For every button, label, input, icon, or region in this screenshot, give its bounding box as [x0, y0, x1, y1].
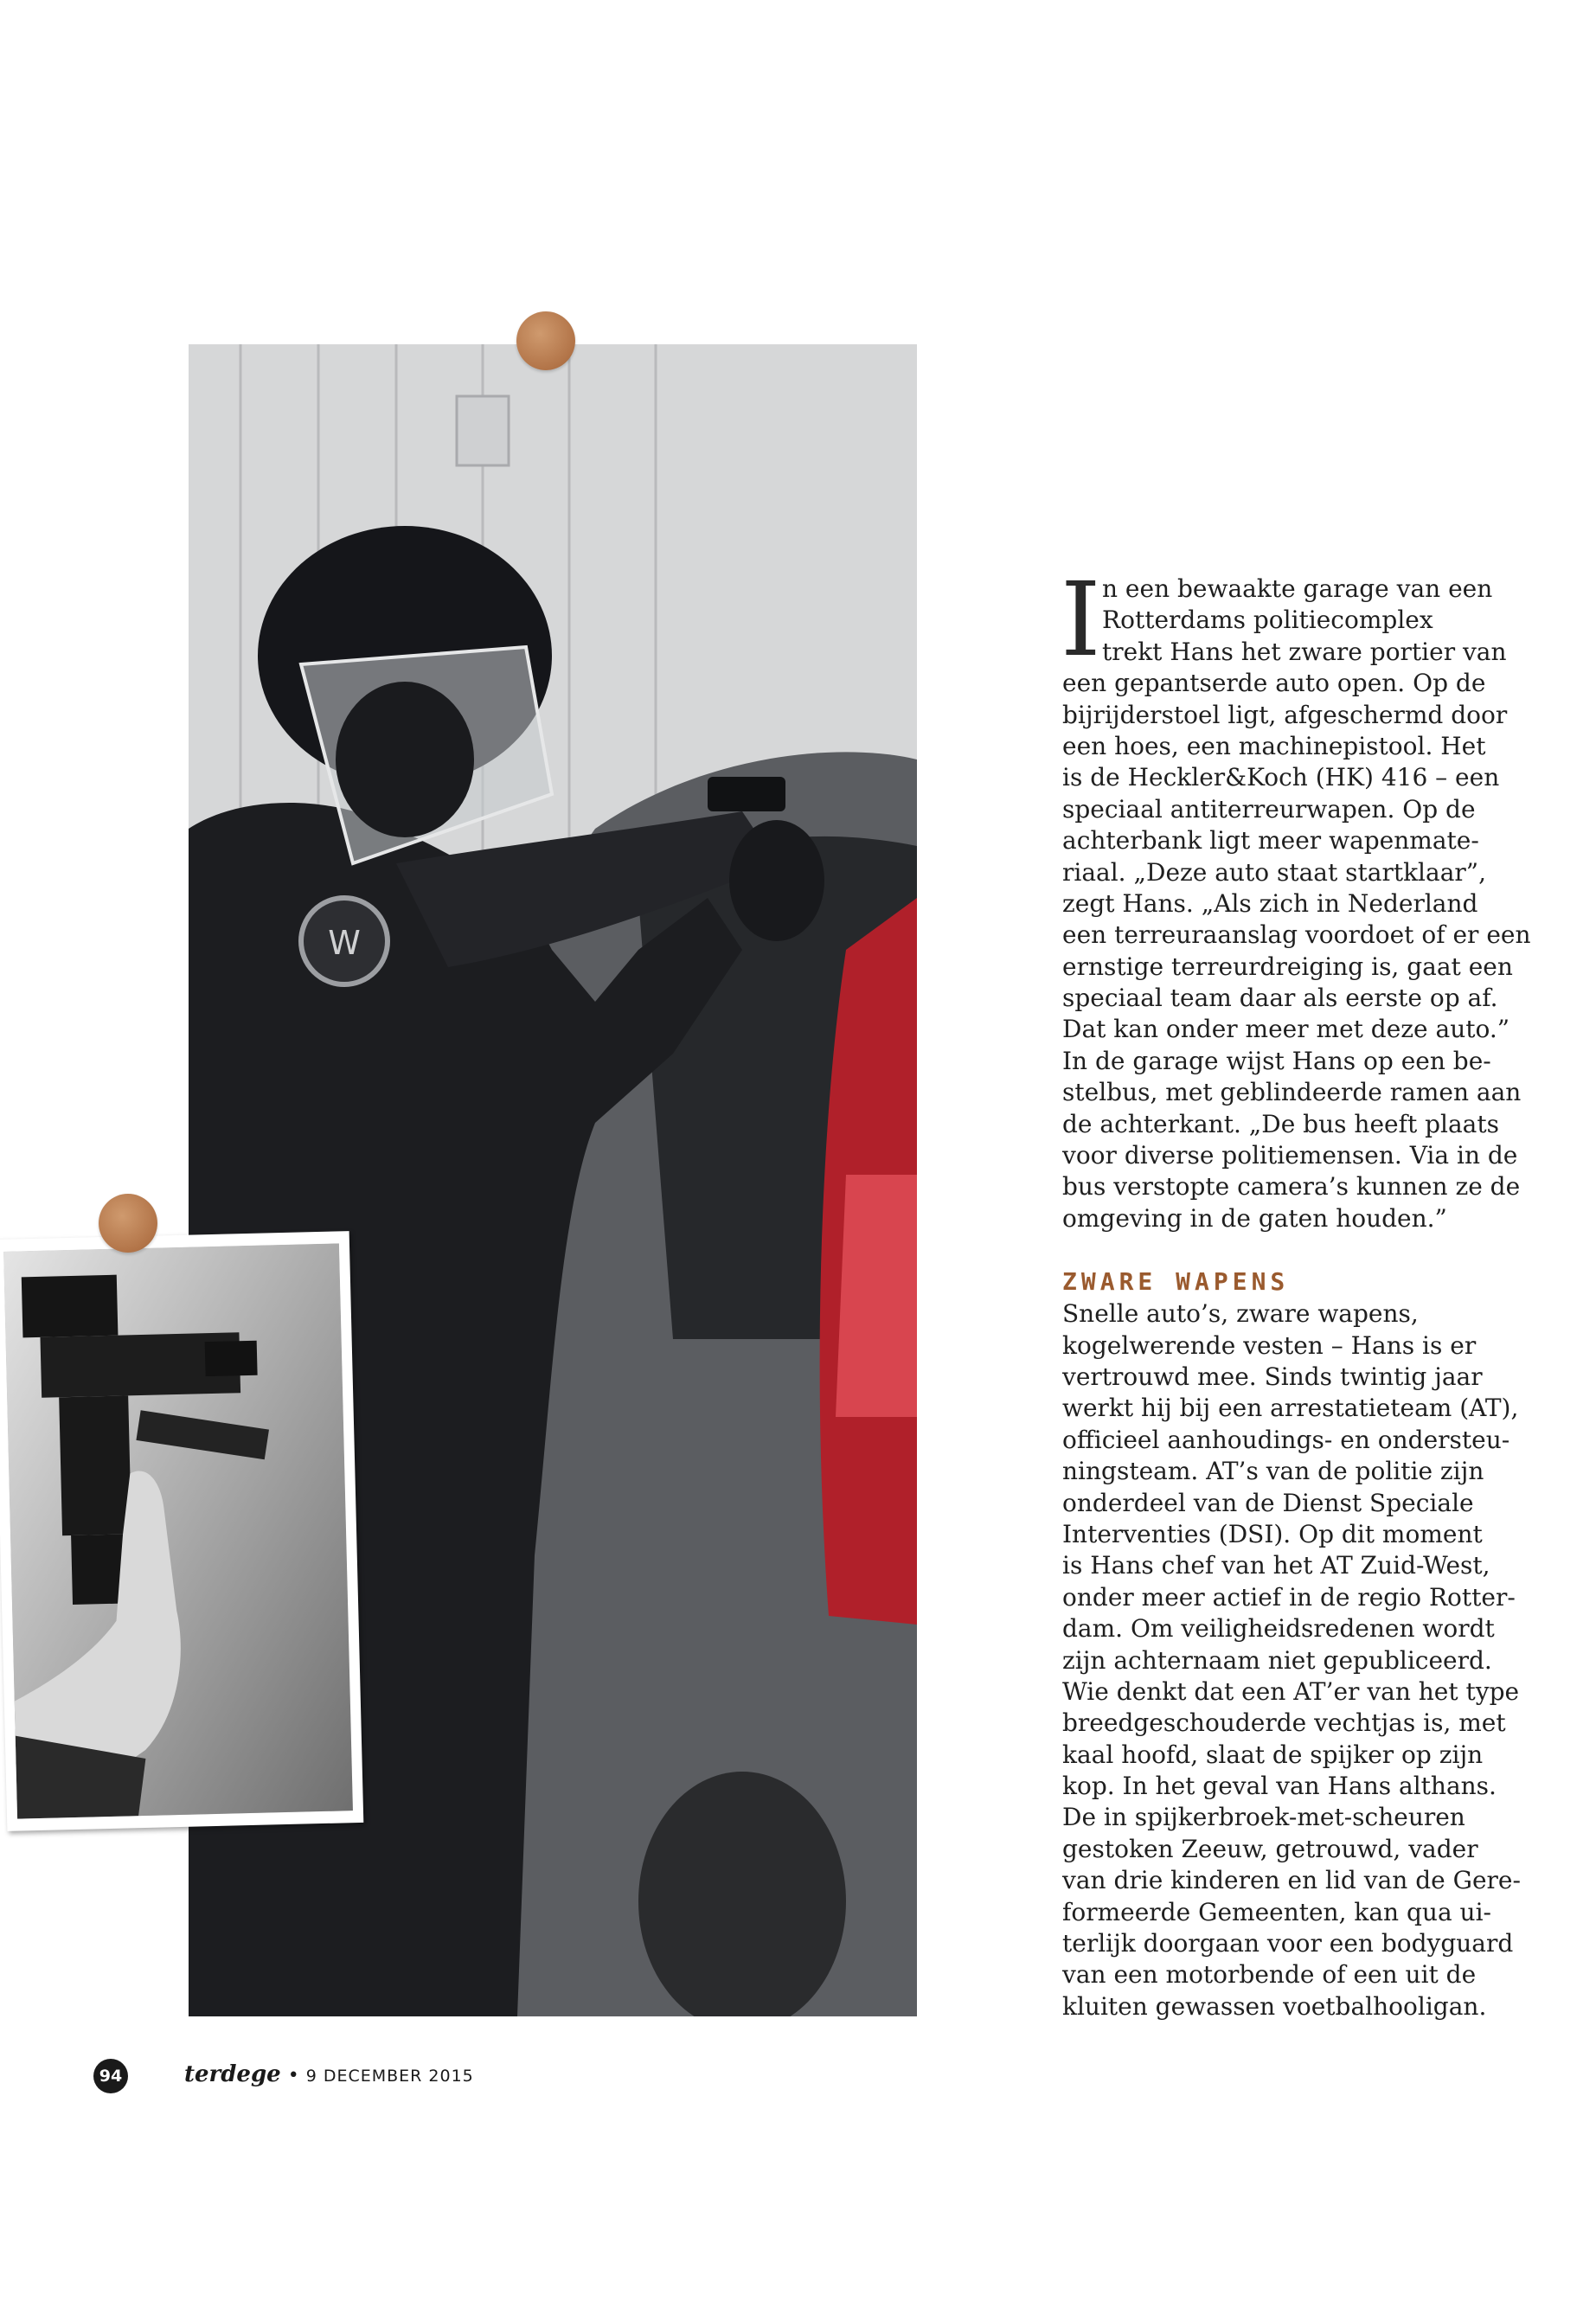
paragraph-line: kogelwerende vesten – Hans is er	[1062, 1330, 1477, 1360]
paragraph-line: voor diverse politiemensen. Via in de	[1062, 1141, 1518, 1170]
paragraph-line: achterbank ligt meer wapenmate-	[1062, 826, 1479, 856]
folio-separator: •	[287, 2065, 299, 2086]
article-paragraph-2	[1062, 1298, 1521, 2022]
paragraph-line: zegt Hans. „Als zich in Nederland	[1062, 888, 1478, 918]
page-number-badge: 94	[93, 2059, 128, 2093]
paragraph-line: omgeving in de gaten houden.”	[1062, 1203, 1447, 1233]
footer-folio	[184, 2061, 474, 2093]
paragraph-line: is Hans chef van het AT Zuid-West,	[1062, 1551, 1490, 1580]
paragraph-line: Interventies (DSI). Op dit moment	[1062, 1519, 1483, 1548]
paragraph-line: ningsteam. AT’s van de politie zijn	[1062, 1457, 1484, 1486]
paragraph-line: een terreuraanslag voordoet of er een	[1062, 920, 1531, 950]
paragraph-line: gestoken Zeeuw, getrouwd, vader	[1062, 1834, 1478, 1863]
svg-text:W: W	[328, 924, 361, 962]
paragraph-line: bus verstopte camera’s kunnen ze de	[1062, 1172, 1521, 1202]
paragraph-line: Wie denkt dat een AT’er van het type	[1062, 1676, 1520, 1706]
paragraph-line: werkt hij bij een arrestatieteam (AT),	[1062, 1394, 1519, 1423]
paragraph-line: een gepantserde auto open. Op de	[1062, 669, 1486, 698]
paragraph-line: is de Heckler&Koch (HK) 416 – een	[1062, 763, 1500, 792]
paragraph-line: formeerde Gemeenten, kan qua ui-	[1062, 1897, 1491, 1926]
paragraph-line: de achterkant. „De bus heeft plaats	[1062, 1109, 1499, 1138]
paragraph-line: kluiten gewassen voetbalhooligan.	[1062, 1991, 1487, 2021]
paragraph-line: vertrouwd mee. Sinds twintig jaar	[1062, 1362, 1483, 1391]
paragraph-line: van een motorbende of een uit de	[1062, 1960, 1477, 1990]
paragraph-line: dam. Om veiligheidsredenen wordt	[1062, 1614, 1495, 1644]
paragraph-line: In de garage wijst Hans op een be-	[1062, 1046, 1491, 1075]
inset-photo-illustration	[3, 1243, 353, 1818]
paragraph-line: speciaal antiterreurwapen. Op de	[1062, 794, 1476, 824]
paragraph-line: riaal. „Deze auto staat startklaar”,	[1062, 857, 1486, 887]
paragraph-line: speciaal team daar als eerste op af.	[1062, 984, 1498, 1013]
inset-photo-gun	[3, 1243, 353, 1818]
inset-pin	[99, 1194, 157, 1253]
paragraph-line: Dat kan onder meer met deze auto.”	[1062, 1015, 1510, 1044]
paragraph-line: officieel aanhoudings- en ondersteu-	[1062, 1425, 1510, 1454]
paragraph-line: stelbus, met geblindeerde ramen aan	[1062, 1078, 1522, 1107]
photo-pin	[516, 311, 575, 370]
section-heading: ZWARE WAPENS	[1062, 1267, 1290, 1297]
paragraph-line: breedgeschouderde vechtjas is, met	[1062, 1708, 1506, 1738]
paragraph-line: van drie kinderen en lid van de Gere-	[1062, 1866, 1521, 1895]
paragraph-line: kop. In het geval van Hans althans.	[1062, 1772, 1497, 1801]
dropcap-letter: I	[1061, 560, 1101, 679]
paragraph-line: Snelle auto’s, zware wapens,	[1062, 1299, 1419, 1329]
paragraph-line: Rotterdams politiecomplex	[1102, 606, 1433, 635]
paragraph-line: kaal hoofd, slaat de spijker op zijn	[1062, 1740, 1484, 1769]
article-body	[1061, 560, 1531, 2022]
article-paragraph-1	[1061, 560, 1531, 1234]
magazine-name: terdege	[184, 2061, 281, 2087]
paragraph-line: onder meer actief in de regio Rotter-	[1062, 1582, 1516, 1612]
issue-date: 9 DECEMBER 2015	[305, 2067, 474, 2086]
paragraph-line: onderdeel van de Dienst Speciale	[1062, 1488, 1474, 1517]
paragraph-line: ernstige terreurdreiging is, gaat een	[1062, 952, 1513, 981]
paragraph-line: terlijk doorgaan voor een bodyguard	[1062, 1929, 1514, 1958]
paragraph-line: De in spijkerbroek-met-scheuren	[1062, 1803, 1465, 1832]
inset-photo-frame	[0, 1231, 363, 1831]
paragraph-line: bijrijderstoel ligt, afgeschermd door	[1062, 700, 1508, 729]
paragraph-line: n een bewaakte garage van een	[1102, 574, 1493, 603]
paragraph-line: trekt Hans het zware portier van	[1102, 637, 1507, 666]
paragraph-line: zijn achternaam niet gepubliceerd.	[1062, 1645, 1492, 1675]
paragraph-line: een hoes, een machinepistool. Het	[1062, 731, 1486, 760]
